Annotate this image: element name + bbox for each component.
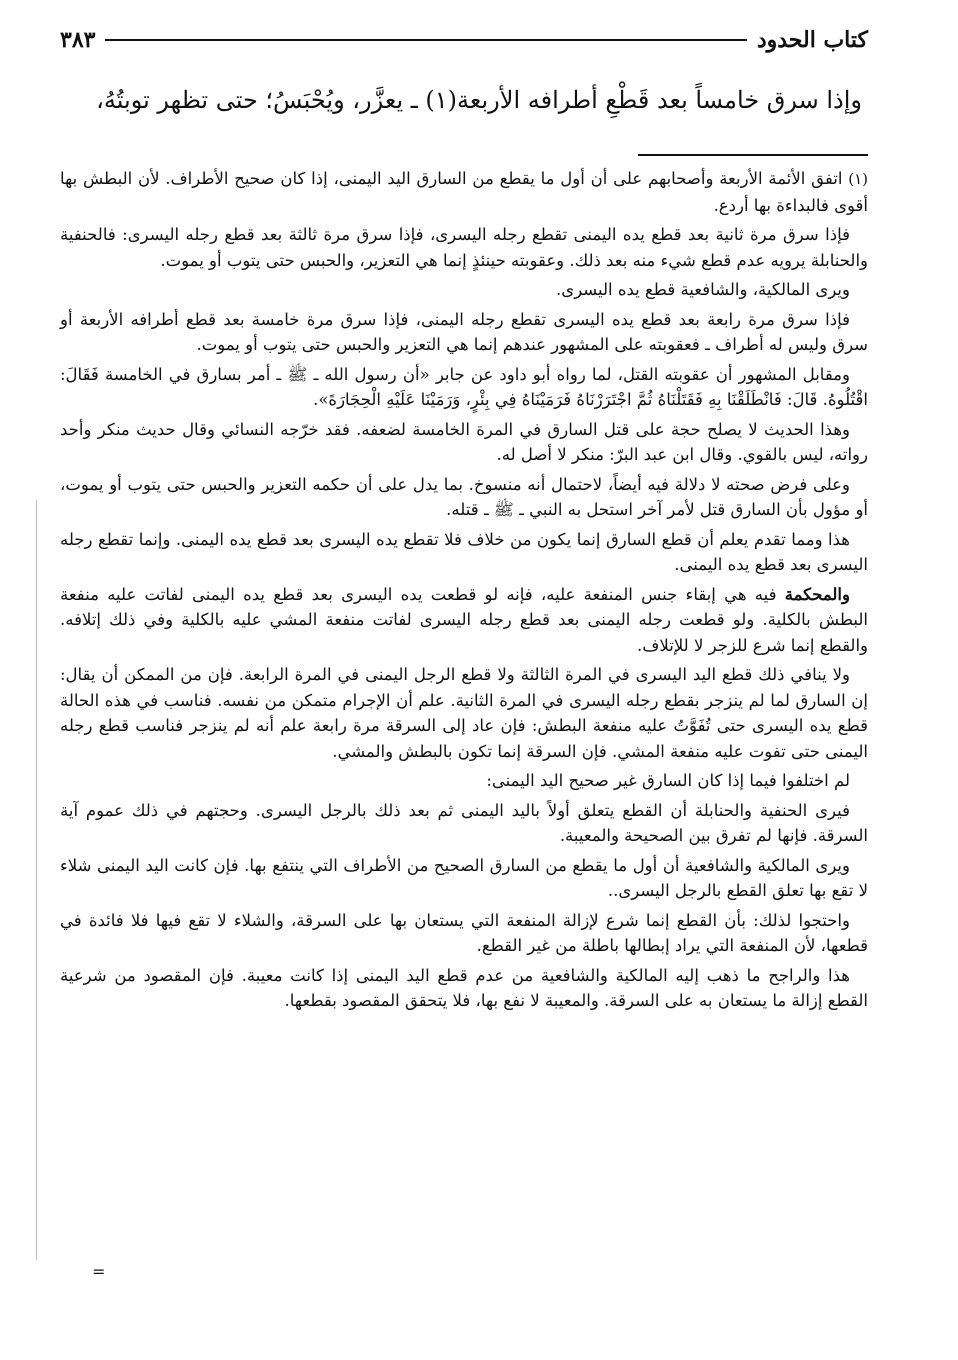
footnote-paragraph: فإذا سرق مرة ثانية بعد قطع يده اليمنى تقطع رجله اليسرى، فإذا سرق مرة ثالثة بعد قطع رجله اليسرى: فالحنفية والحنابلة يرويه عدم قطع شيء منه بعد ذلك. وعقوبته حينئذٍ إنما هي التعزير، والحبس حتى يتوب أو يموت.	[60, 225, 868, 270]
page-number: ٣٨٣	[60, 27, 96, 53]
footnote-paragraph: (١) اتفق الأئمة الأربعة وأصحابهم على أن أول ما يقطع من السارق اليد اليمنى، إذا كان صحيح الأطراف. لأن البطش بها أقوى فالبداءة بها أردع.	[60, 169, 868, 215]
footnote-paragraph: ويرى المالكية والشافعية أن أول ما يقطع من السارق الصحيح من الأطراف التي ينتفع بها. فإن كانت اليد اليمنى شلاء لا تقع بها تعلق القطع بالرجل اليسرى..	[60, 855, 868, 900]
footnote-paragraph: وعلى فرض صحته لا دلالة فيه أيضاً، لاحتمال أنه منسوخ. بما يدل على أن حكمه التعزير والحبس حتى يتوب أو يموت، أو مؤول بأن السارق قتل لأمر آخر استحل به النبي ـ ﷺ ـ قتله.	[60, 474, 868, 519]
book-page	[60, 18, 868, 1018]
main-text: وإذا سرق خامساً بعد قَطْعِ أطرافه الأربعة(١) ـ يعزَّر، ويُحْبَسُ؛ حتى تظهر توبتُهُ،	[96, 86, 862, 114]
footnote-paragraph: وهذا الحديث لا يصلح حجة على قتل السارق في المرة الخامسة لضعفه. فقد خرّجه النسائي وقال حديث منكر وأحد رواته، ليس بالقوي. وقال ابن عبد البرّ: منكر لا أصل له.	[60, 419, 868, 464]
bold-term: والمحكمة	[784, 584, 850, 604]
footnote-paragraph: هذا والراجح ما ذهب إليه المالكية والشافعية من عدم قطع اليد اليمنى إذا كانت معيبة. فإن المقصود من شرعية القطع إزالة ما يستعان به على السرقة. والمعيبة لا نفع بها، فلا يتحقق المقصود بقطعها.	[60, 965, 868, 1010]
footnote-paragraph: فيرى الحنفية والحنابلة أن القطع يتعلق أولاً باليد اليمنى ثم بعد ذلك بالرجل اليسرى. وحجتهم في ذلك عموم آية السرقة. فإنها لم تفرق بين الصحيحة والمعيبة.	[60, 800, 868, 845]
page-header	[60, 18, 868, 62]
footnote-paragraph: هذا ومما تقدم يعلم أن قطع السارق إنما يكون من خلاف فلا تقطع يده اليسرى بعد قطع يده اليمنى. وإنما تقطع رجله اليسرى بعد قطع يده اليمنى.	[60, 529, 868, 574]
header-rule	[105, 39, 746, 41]
footnote-paragraph: ويرى المالكية، والشافعية قطع يده اليسرى.	[556, 280, 850, 299]
footnote-paragraph: واحتجوا لذلك: بأن القطع إنما شرع لإزالة المنفعة التي يستعان بها على السرقة، والشلاء لا تقع فيها فلا فائدة في قطعها، لأن المنفعة التي يراد إبطالها باطلة من غير القطع.	[60, 910, 868, 955]
footnote-separator	[638, 154, 868, 156]
footnote-paragraph: والمحكمة فيه هي إبقاء جنس المنفعة عليه، فإنه لو قطعت يده اليسرى بعد قطع يده اليمنى لفاتت عليه منفعة البطش بالكلية. ولو قطعت رجله اليمنى بعد قطع رجله اليسرى لفاتت منفعة المشي عليه بالكلية وفي ذلك إتلافه. والقطع إنما شرع للزجر لا للإتلاف.	[60, 584, 868, 655]
scan-edge-line	[36, 500, 37, 1260]
footnote-paragraph: لم اختلفوا فيما إذا كان السارق غير صحيح اليد اليمنى:	[486, 771, 850, 790]
continuation-mark: =	[92, 1262, 106, 1281]
running-title: كتاب الحدود	[756, 27, 868, 53]
footnote-marker: (١)	[848, 170, 868, 188]
footnote-paragraph: فإذا سرق مرة رابعة بعد قطع يده اليسرى تقطع رجله اليمنى، فإذا سرق مرة خامسة بعد قطع أطرافه الأربعة أو سرق وليس له أطراف ـ فعقوبته على المشهور عندهم إنما هي التعزير والحبس حتى يتوب أو يموت.	[60, 309, 868, 354]
footnote-paragraph: ومقابل المشهور أن عقوبته القتل، لما رواه أبو داود عن جابر «أن رسول الله ـ ﷺ ـ أمر بسارق في الخامسة فَقَالَ: اقْتُلُوهُ. قَالَ: فَانْطَلَقْنَا بِهِ فَقَتَلْنَاهُ ثُمَّ اجْتَرَرْنَاهُ فَرَمَيْنَاهُ فِي بِئْرٍ، وَرَمَيْنَا عَلَيْهِ الْحِجَارَةَ».	[60, 364, 868, 409]
footnote	[60, 166, 868, 1014]
footnote-paragraph: ولا ينافي ذلك قطع اليد اليسرى في المرة الثالثة ولا قطع الرجل اليمنى في المرة الرابعة. فإن من الممكن أن يقال: إن السارق لما لم ينزجر بقطع رجله اليسرى في المرة الثانية. علم أن الإجرام متمكن من نفسه. فناسب في هذه الحالة قطع يده اليسرى حتى تُفَوَّتُ عليه منفعة البطش: فإن عاد إلى السرقة مرة رابعة علم أنه لم ينزجر فناسب قطع رجله اليمنى حتى تفوت عليه منفعة المشي. فإن السرقة إنما تكون بالبطش والمشي.	[60, 665, 868, 761]
